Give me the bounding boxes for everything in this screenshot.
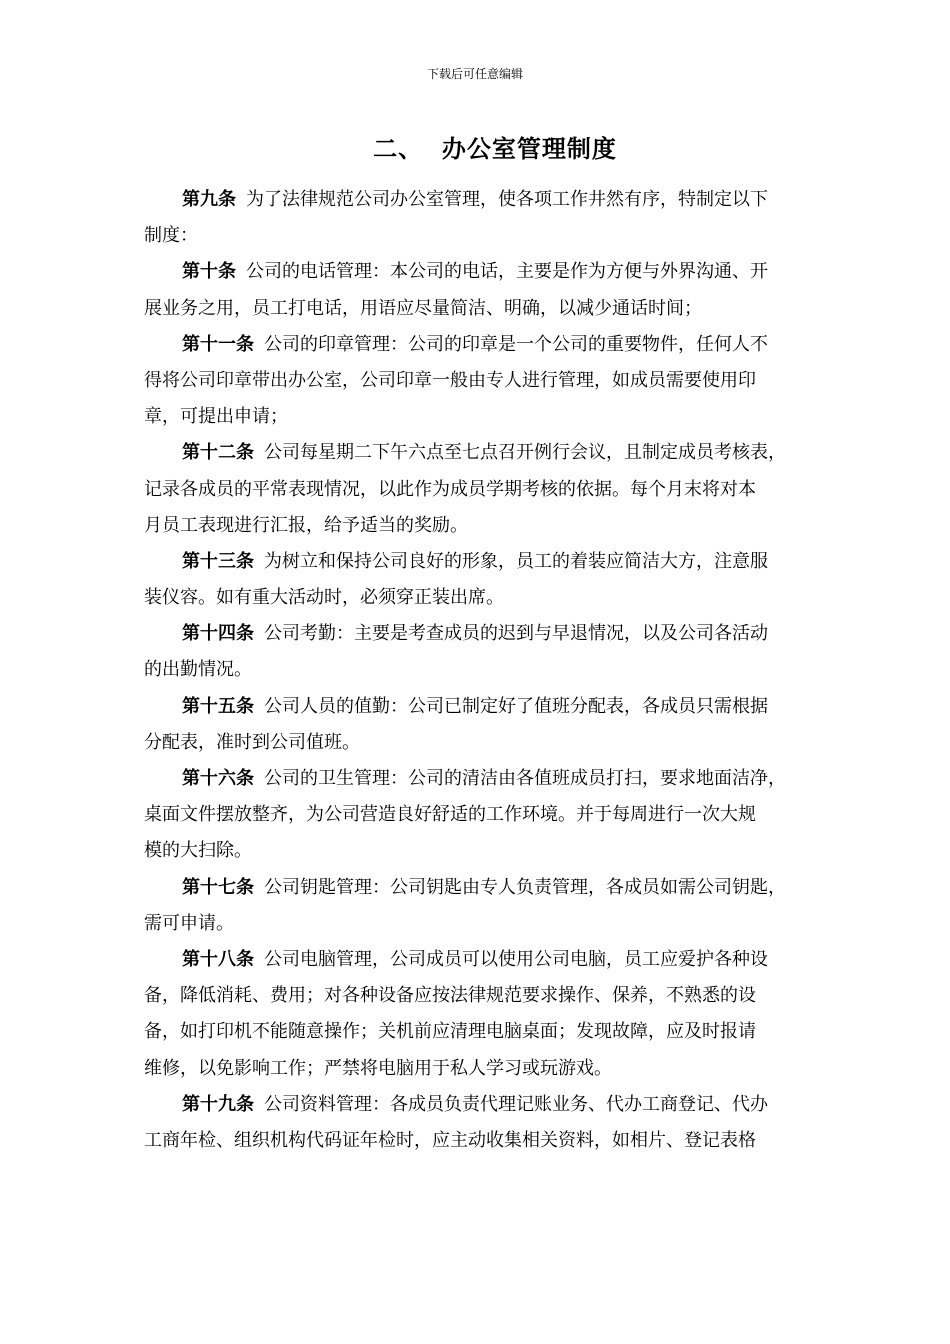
paragraph-text: 装仪容。如有重大活动时，必须穿正装出席。 [144,587,504,609]
paragraph-text: 章，可提出申请； [144,406,288,428]
paragraph-line [144,435,812,471]
article-number: 第十五条 [182,695,254,717]
paragraph-text: 记录各成员的平常表现情况，以此作为成员学期考核的依据。每个月末将对本 [144,478,756,500]
paragraph-text: 备，如打印机不能随意操作；关机前应清理电脑桌面；发现故障，应及时报请 [144,1021,756,1043]
paragraph-text: 备，降低消耗、费用；对各种设备应按法律规范要求操作、保养，不熟悉的设 [144,985,756,1007]
paragraph-line [144,363,812,399]
paragraph-line [144,833,812,869]
article-number: 第十九条 [182,1093,254,1115]
paragraph-text: 维修，以免影响工作；严禁将电脑用于私人学习或玩游戏。 [144,1057,612,1079]
paragraph-line [144,472,812,508]
paragraph-line [144,399,812,435]
paragraph-text: 展业务之用，员工打电话，用语应尽量简洁、明确，以减少通话时间； [144,297,702,319]
paragraph-line [144,580,812,616]
document-body [144,182,812,1159]
paragraph-text: 公司钥匙管理：公司钥匙由专人负责管理，各成员如需公司钥匙， [264,876,786,898]
paragraph-text: 公司资料管理：各成员负责代理记账业务、代办工商登记、代办 [264,1093,768,1115]
paragraph-line [144,725,812,761]
paragraph-text: 月员工表现进行汇报，给予适当的奖励。 [144,514,468,536]
paragraph-line [144,508,812,544]
paragraph-text: 公司电脑管理，公司成员可以使用公司电脑，员工应爱护各种设 [264,948,768,970]
paragraph-line [144,182,812,218]
article-number: 第十六条 [182,768,254,789]
article-paragraph [144,942,812,1087]
paragraph-line [144,327,812,363]
page-header-note: 下载后可任意编辑 [426,67,523,81]
paragraph-line [144,761,812,797]
paragraph-line [144,652,812,688]
article-number: 第十一条 [182,333,254,355]
article-number: 第十八条 [182,948,254,970]
paragraph-line [144,544,812,580]
paragraph-text: 公司的印章管理：公司的印章是一个公司的重要物件，任何人不 [264,333,768,355]
article-paragraph [144,182,812,254]
article-paragraph [144,616,812,688]
paragraph-text: 需可申请。 [144,912,234,934]
paragraph-line [144,1014,812,1050]
article-number: 第十四条 [182,623,254,645]
article-paragraph [144,870,812,942]
paragraph-line [144,870,812,906]
article-number: 第十三条 [182,550,254,572]
article-paragraph [144,327,812,436]
paragraph-text: 的出勤情况。 [144,659,252,681]
paragraph-line [144,218,812,254]
article-number: 第九条 [182,189,236,210]
paragraph-text: 公司人员的值勤：公司已制定好了值班分配表，各成员只需根据 [264,695,768,717]
paragraph-line [144,978,812,1014]
paragraph-line [144,254,812,290]
paragraph-line [144,797,812,833]
article-paragraph [144,435,812,544]
paragraph-line [144,689,812,725]
paragraph-text: 分配表，准时到公司值班。 [144,731,360,753]
paragraph-text: 模的大扫除。 [144,840,252,862]
article-number: 第十二条 [182,442,254,464]
paragraph-line [144,906,812,942]
paragraph-line [144,291,812,327]
paragraph-text: 为树立和保持公司良好的形象，员工的着装应简洁大方，注意服 [264,550,768,572]
paragraph-text: 公司的卫生管理：公司的清洁由各值班成员打扫，要求地面洁净， [264,768,786,789]
article-number: 第十七条 [182,876,254,898]
article-paragraph [144,544,812,616]
paragraph-line [144,942,812,978]
paragraph-line [144,1051,812,1087]
paragraph-text: 公司每星期二下午六点至七点召开例行会议，且制定成员考核表， [264,442,786,464]
article-paragraph [144,254,812,326]
paragraph-text: 得将公司印章带出办公室，公司印章一般由专人进行管理，如成员需要使用印 [144,369,756,391]
document-title: 二、 办公室管理制度 [373,134,617,163]
paragraph-line [144,616,812,652]
paragraph-text: 工商年检、组织机构代码证年检时，应主动收集相关资料，如相片、登记表格 [144,1129,756,1151]
paragraph-text: 公司考勤：主要是考查成员的迟到与早退情况，以及公司各活动 [264,623,768,645]
paragraph-text: 公司的电话管理：本公司的电话，主要是作为方便与外界沟通、开 [246,261,768,283]
paragraph-line [144,1123,812,1159]
article-paragraph [144,689,812,761]
paragraph-line [144,1087,812,1123]
paragraph-text: 制度： [144,225,198,247]
article-paragraph [144,1087,812,1159]
article-number: 第十条 [182,261,236,283]
paragraph-text: 桌面文件摆放整齐，为公司营造良好舒适的工作环境。并于每周进行一次大规 [144,804,756,826]
paragraph-text: 为了法律规范公司办公室管理，使各项工作井然有序，特制定以下 [246,189,768,210]
article-paragraph [144,761,812,870]
